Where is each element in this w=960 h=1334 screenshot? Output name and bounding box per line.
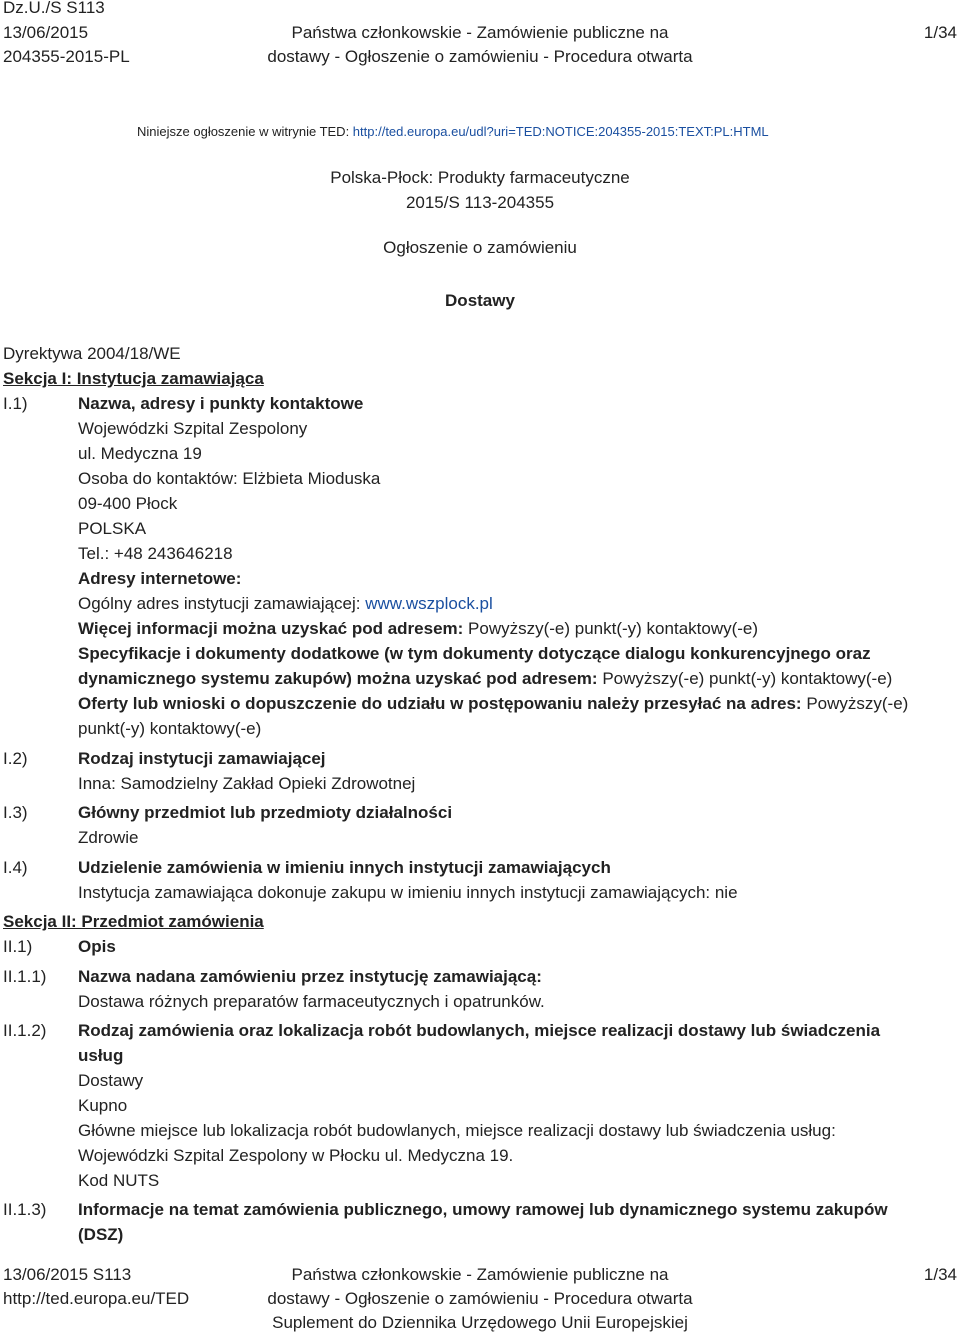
ii13-heading-line2: (DSZ)	[78, 1225, 124, 1244]
header-title-line2: dostawy - Ogłoszenie o zamówieniu - Procedura otwarta	[267, 47, 693, 66]
ted-notice-prefix: Niniejsze ogłoszenie w witrynie TED:	[137, 124, 353, 139]
section2-heading: Sekcja II: Przedmiot zamówienia	[3, 912, 264, 931]
header-page: 1/34	[923, 23, 957, 42]
i4-heading: Udzielenie zamówienia w imieniu innych instytucji zamawiających	[78, 858, 611, 877]
offers-label: Oferty lub wnioski o dopuszczenie do udziału w postępowaniu należy przesyłać na adres:	[78, 694, 807, 713]
header-journal: Dz.U./S S113	[3, 0, 105, 17]
specs-line2	[78, 668, 892, 690]
i2-heading: Rodzaj instytucji zamawiającej	[78, 749, 326, 768]
directive: Dyrektywa 2004/18/WE	[3, 344, 181, 363]
notice-type: Ogłoszenie o zamówieniu	[383, 238, 577, 257]
telephone: Tel.: +48 243646218	[78, 544, 233, 563]
i2-value: Inna: Samodzielny Zakład Opieki Zdrowotnej	[78, 774, 416, 793]
ii12-heading-line2: usług	[78, 1046, 124, 1065]
footer-date-issue: 13/06/2015 S113	[3, 1265, 132, 1284]
notice-title: Polska-Płock: Produkty farmaceutyczne	[330, 168, 630, 187]
ted-notice-line	[137, 121, 769, 143]
ii12-location-value: Wojewódzki Szpital Zespolony w Płocku ul. Medyczna 19.	[78, 1146, 514, 1165]
i3-number: I.3)	[3, 803, 28, 822]
contact-person: Osoba do kontaktów: Elżbieta Mioduska	[78, 469, 381, 488]
i3-heading: Główny przedmiot lub przedmioty działalności	[78, 803, 453, 822]
ii12-location-label: Główne miejsce lub lokalizacja robót budowlanych, miejsce realizacji dostawy lub świadczenia usług:	[78, 1121, 836, 1140]
more-info-label: Więcej informacji można uzyskać pod adresem:	[78, 619, 469, 638]
ii1-heading: Opis	[78, 937, 116, 956]
i3-value: Zdrowie	[78, 828, 139, 847]
specs-label-line2: dynamicznego systemu zakupów) można uzyskać pod adresem:	[78, 669, 603, 688]
header-date: 13/06/2015	[3, 23, 89, 42]
footer-title-line3: Suplement do Dziennika Urzędowego Unii Europejskiej	[272, 1313, 688, 1332]
ii12-subtype: Kupno	[78, 1096, 128, 1115]
footer-title-line1: Państwa członkowskie - Zamówienie publiczne na	[291, 1265, 669, 1284]
i4-number: I.4)	[3, 858, 28, 877]
ii11-value: Dostawa różnych preparatów farmaceutycznych i opatrunków.	[78, 992, 545, 1011]
offers-value-part1: Powyższy(-e)	[806, 694, 909, 713]
footer-title-line2: dostawy - Ogłoszenie o zamówieniu - Procedura otwarta	[267, 1289, 693, 1308]
ii1-number: II.1)	[3, 937, 33, 956]
specs-value: Powyższy(-e) punkt(-y) kontaktowy(-e)	[602, 669, 893, 688]
section1-heading: Sekcja I: Instytucja zamawiająca	[3, 369, 264, 388]
org-street: ul. Medyczna 19	[78, 444, 202, 463]
offers-line1	[78, 693, 908, 715]
ii11-number: II.1.1)	[3, 967, 47, 986]
ii12-number: II.1.2)	[3, 1021, 47, 1040]
ted-notice-link[interactable]: http://ted.europa.eu/udl?uri=TED:NOTICE:204355-2015:TEXT:PL:HTML	[352, 124, 769, 139]
footer-url[interactable]: http://ted.europa.eu/TED	[3, 1289, 190, 1308]
i4-value: Instytucja zamawiająca dokonuje zakupu w imieniu innych instytucji zamawiających: nie	[78, 883, 738, 902]
i2-number: I.2)	[3, 749, 28, 768]
i1-number: I.1)	[3, 394, 28, 413]
internet-addresses-heading: Adresy internetowe:	[78, 569, 242, 588]
more-info-value: Powyższy(-e) punkt(-y) kontaktowy(-e)	[468, 619, 759, 638]
ii12-heading-line1: Rodzaj zamówienia oraz lokalizacja robót budowlanych, miejsce realizacji dostawy lub świadczenia	[78, 1021, 881, 1040]
general-address-label: Ogólny adres instytucji zamawiającej:	[78, 594, 366, 613]
more-info-line	[78, 618, 758, 640]
header-title-line1: Państwa członkowskie - Zamówienie publiczne na	[291, 23, 669, 42]
footer-page: 1/34	[923, 1265, 957, 1284]
contract-type: Dostawy	[445, 291, 515, 310]
org-name: Wojewódzki Szpital Zespolony	[78, 419, 308, 438]
ii12-nuts: Kod NUTS	[78, 1171, 160, 1190]
ii13-heading-line1: Informacje na temat zamówienia publicznego, umowy ramowej lub dynamicznego systemu zakupów	[78, 1200, 888, 1219]
postal-city: 09-400 Płock	[78, 494, 178, 513]
ii13-number: II.1.3)	[3, 1200, 47, 1219]
general-address-line	[78, 593, 493, 615]
i1-heading: Nazwa, adresy i punkty kontaktowe	[78, 394, 364, 413]
header-notice-id: 204355-2015-PL	[3, 47, 130, 66]
notice-reference: 2015/S 113-204355	[405, 193, 555, 212]
ii11-heading: Nazwa nadana zamówieniu przez instytucję zamawiającą:	[78, 967, 542, 986]
country: POLSKA	[78, 519, 147, 538]
general-address-link[interactable]: www.wszplock.pl	[365, 594, 493, 613]
specs-label-line1: Specyfikacje i dokumenty dodatkowe (w tym dokumenty dotyczące dialogu konkurencyjnego oraz	[78, 644, 871, 663]
ii12-type: Dostawy	[78, 1071, 144, 1090]
offers-value-part2: punkt(-y) kontaktowy(-e)	[78, 719, 262, 738]
